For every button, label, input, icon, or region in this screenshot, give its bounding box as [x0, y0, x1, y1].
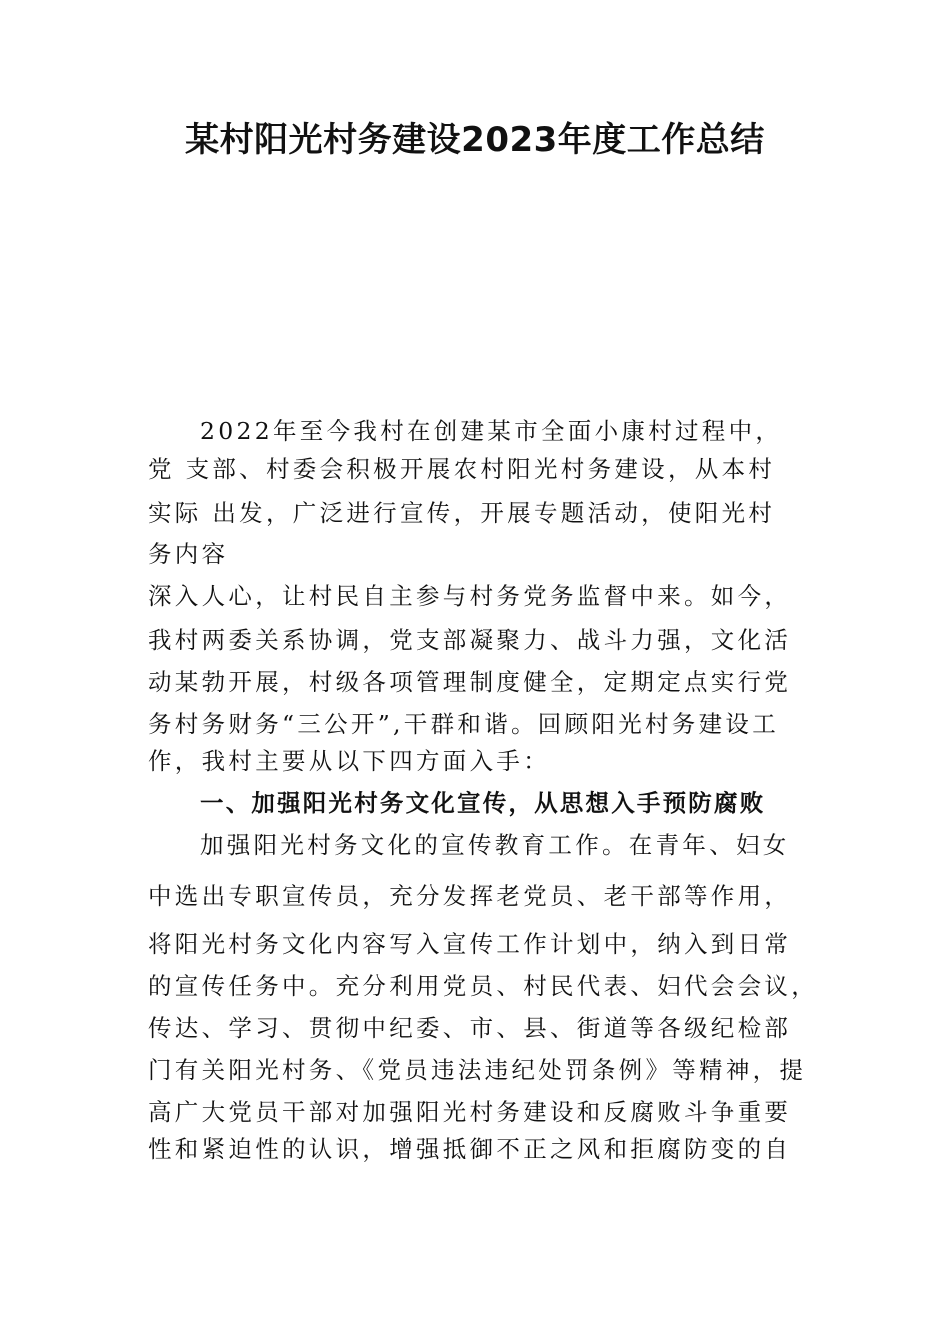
intro-line: 实际 出发，广泛进行宣传，开展专题活动，使阳光村: [148, 499, 776, 527]
section-line: 门有关阳光村务、《党员违法违纪处罚条例》等精神，提: [148, 1056, 807, 1084]
section-line: 将阳光村务文化内容写入宣传工作计划中，纳入到日常: [148, 930, 792, 958]
section-line: 高广大党员干部对加强阳光村务建设和反腐败斗争重要: [148, 1098, 792, 1126]
section-heading: 一、加强阳光村务文化宣传，从思想入手预防腐败: [200, 789, 766, 817]
section-line: 性和紧迫性的认识，增强抵御不正之风和拒腐防变的自: [148, 1135, 792, 1163]
intro-line: 2022年至今我村在创建某市全面小康村过程中，: [200, 417, 783, 445]
section-line: 加强阳光村务文化的宣传教育工作。在青年、妇女: [200, 831, 790, 859]
intro-line: 务内容: [148, 540, 229, 568]
intro-line: 深入人心，让村民自主参与村务党务监督中来。如今，: [148, 582, 792, 610]
document-title: 某村阳光村务建设2023年度工作总结: [185, 120, 765, 160]
intro-line: 务村务财务“三公开”,干群和谐。回顾阳光村务建设工: [148, 710, 779, 738]
intro-line: 党 支部、村委会积极开展农村阳光村务建设，从本村: [148, 455, 776, 483]
section-line: 的宣传任务中。充分利用党员、村民代表、妇代会会议，: [148, 972, 818, 1000]
intro-line: 作，我村主要从以下四方面入手：: [148, 747, 550, 775]
section-line: 中选出专职宣传员，充分发挥老党员、老干部等作用，: [148, 882, 792, 910]
section-line: 传达、学习、贯彻中纪委、市、县、街道等各级纪检部: [148, 1014, 792, 1042]
intro-line: 我村两委关系协调，党支部凝聚力、战斗力强，文化活: [148, 626, 792, 654]
intro-line: 动某勃开展，村级各项管理制度健全，定期定点实行党: [148, 668, 792, 696]
